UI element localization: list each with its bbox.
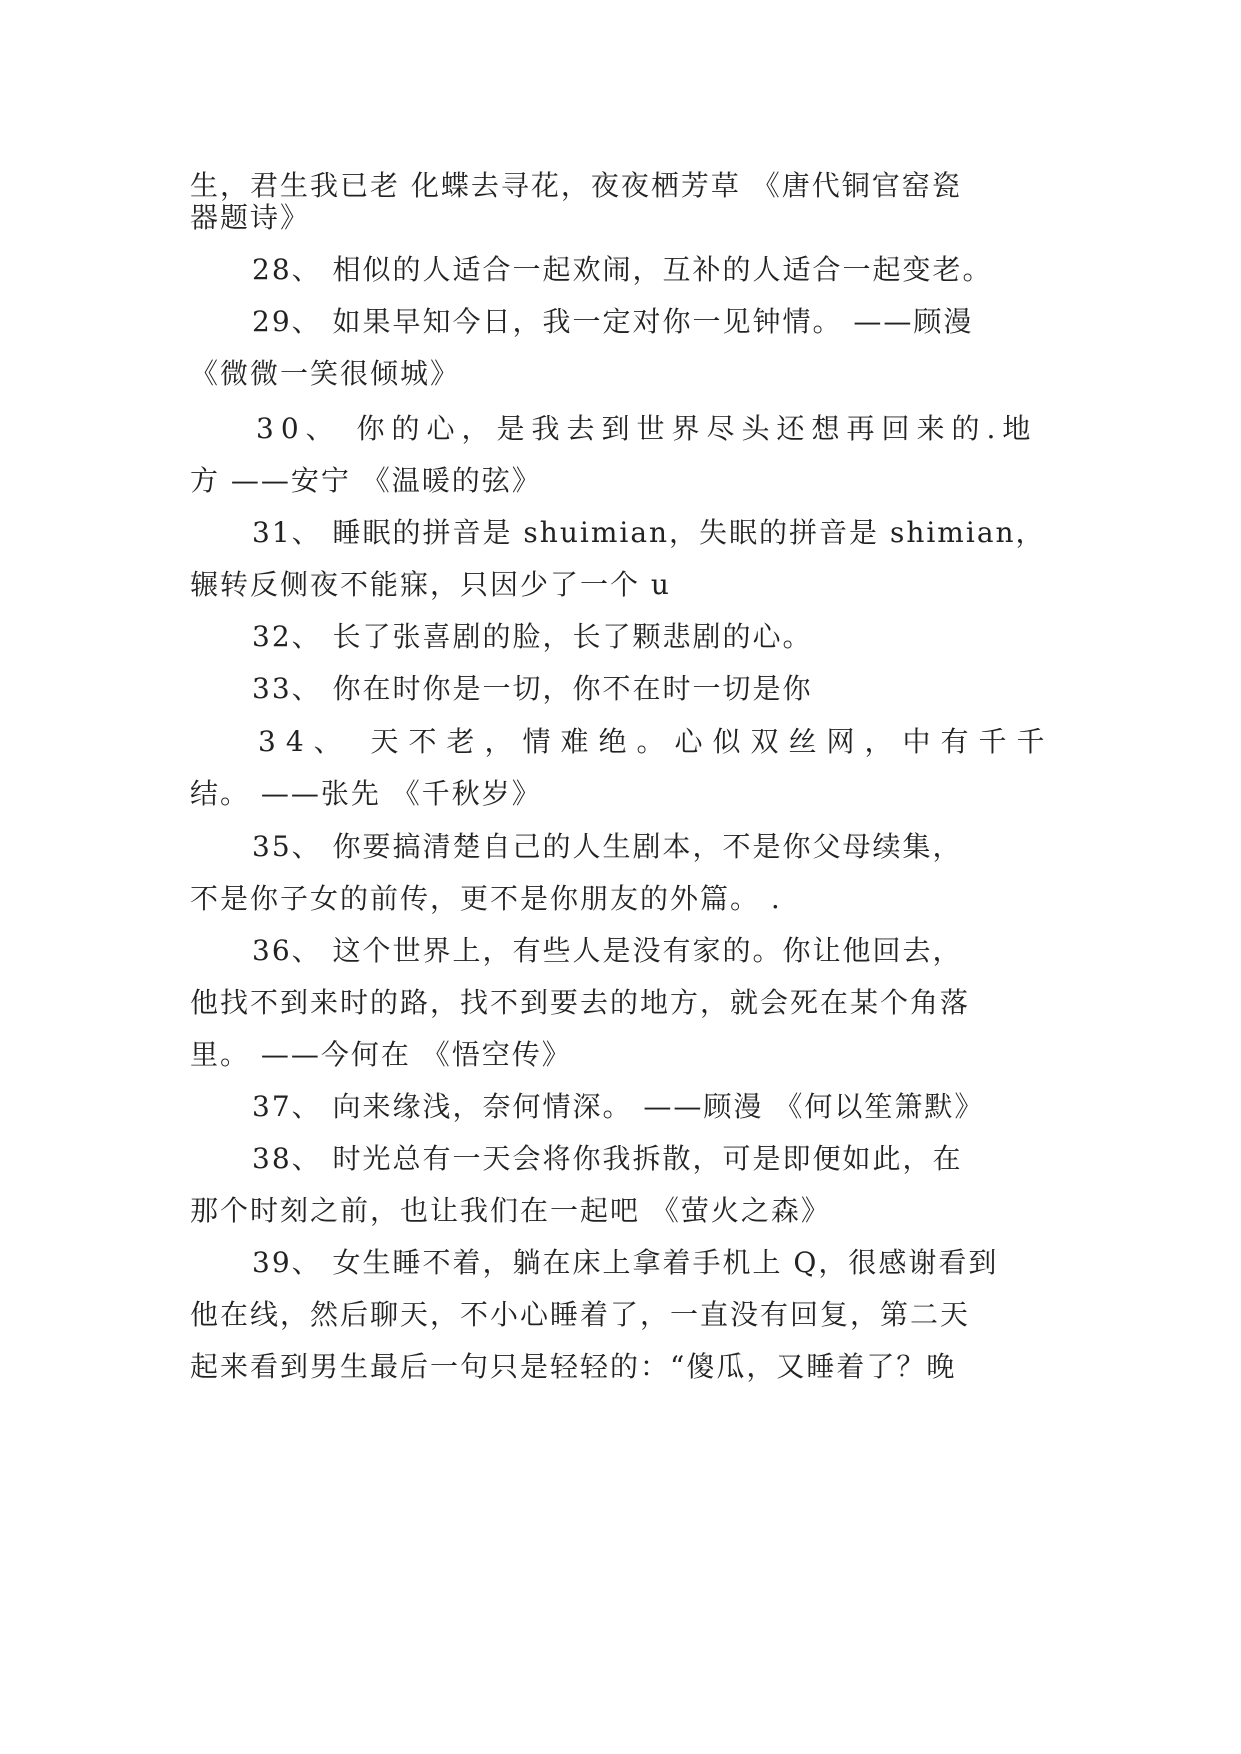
text-line: 结。 ——张先 《千秋岁》	[190, 777, 542, 810]
text-line: 他找不到来时的路，找不到要去的地方，就会死在某个角落	[190, 986, 971, 1019]
text-line: 39、 女生睡不着，躺在床上拿着手机上 Q，很感谢看到	[252, 1246, 999, 1279]
text-line: 38、 时光总有一天会将你我拆散，可是即便如此，在	[252, 1142, 963, 1175]
text-line: 方 ——安宁 《温暖的弦》	[190, 464, 542, 497]
text-line: 34、 天不老，情难绝。心似双丝网，中有千千	[258, 725, 1055, 758]
text-line: 起来看到男生最后一句只是轻轻的：“傻瓜，又睡着了？晚	[190, 1350, 957, 1383]
text-line: 里。 ——今何在 《悟空传》	[190, 1038, 572, 1071]
text-line: 37、 向来缘浅，奈何情深。 ——顾漫 《何以笙箫默》	[252, 1090, 985, 1123]
text-line: 31、 睡眠的拼音是 shuimian，失眠的拼音是 shimian，	[252, 516, 1046, 549]
text-line: 《微微一笑很倾城》	[190, 357, 461, 390]
text-line: 器题诗》	[190, 201, 311, 234]
text-line: 生，君生我已老 化蝶去寻花，夜夜栖芳草 《唐代铜官窑瓷	[190, 169, 962, 202]
text-line: 32、 长了张喜剧的脸，长了颗悲剧的心。	[252, 620, 813, 653]
text-line: 他在线，然后聊天，不小心睡着了，一直没有回复，第二天	[190, 1298, 971, 1331]
text-line: 那个时刻之前，也让我们在一起吧 《萤火之森》	[190, 1194, 831, 1227]
text-line: 辗转反侧夜不能寐，只因少了一个 u	[190, 568, 671, 601]
text-line: 33、 你在时你是一切，你不在时一切是你	[252, 672, 813, 705]
text-line: 不是你子女的前传，更不是你朋友的外篇。 .	[190, 882, 782, 915]
text-line: 28、 相似的人适合一起欢闹，互补的人适合一起变老。	[252, 253, 993, 286]
text-line: 30、 你的心，是我去到世界尽头还想再回来的.地	[256, 412, 1038, 445]
text-line: 36、 这个世界上，有些人是没有家的。你让他回去，	[252, 934, 963, 967]
text-line: 29、 如果早知今日，我一定对你一见钟情。 ——顾漫	[252, 305, 974, 338]
text-line: 35、 你要搞清楚自己的人生剧本，不是你父母续集，	[252, 830, 963, 863]
